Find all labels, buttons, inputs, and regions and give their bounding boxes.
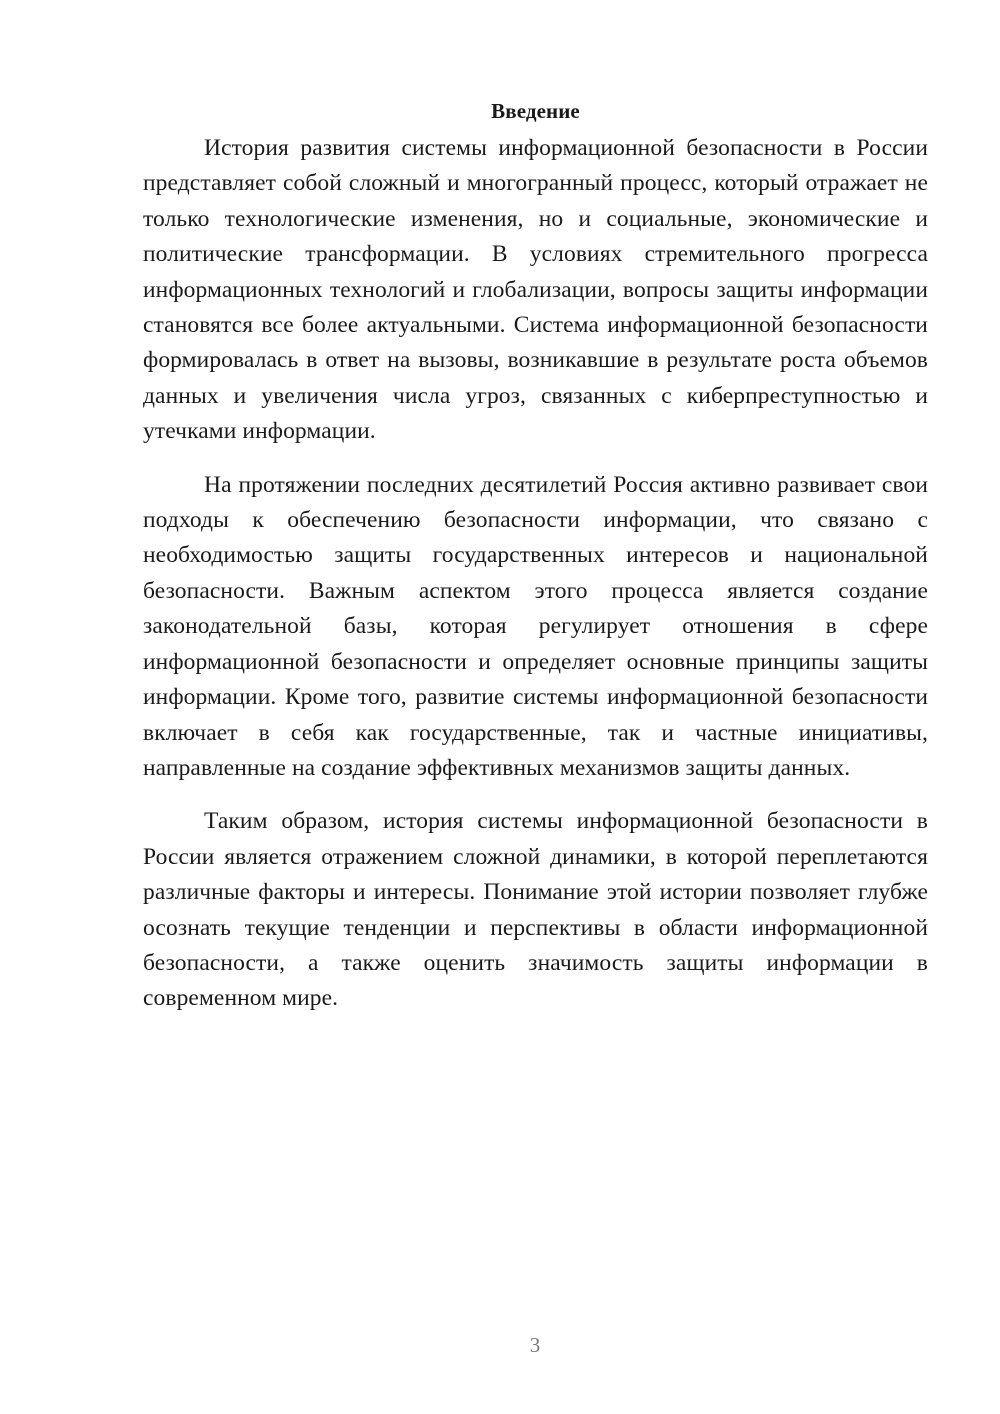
page-number: 3 xyxy=(529,1333,541,1357)
paragraph-1: История развития системы информационной безопасности в России представляет собой сложный и многогранный процесс, который отражает не только технологические изменения, но и социальные, экономические и политические трансформации. В условиях стремительного прогресса информационных технологий и глобализации, вопросы защиты информации становятся все более актуальными. Система информационной безопасности формировалась в ответ на вызовы, возникавшие в результате роста объемов данных и увеличения числа угроз, связанных с киберпреступностью и утечками информации. xyxy=(143,135,928,445)
paragraph-3: Таким образом, история системы информационной безопасности в России является отражением сложной динамики, в которой переплетаются различные факторы и интересы. Понимание этой истории позволяет глубже осознать текущие тенденции и перспективы в области информационной безопасности, а также оценить значимость защиты информации в современном мире. xyxy=(143,808,928,1012)
section-heading: Введение xyxy=(491,99,580,123)
paragraph-2: На протяжении последних десятилетий Россия активно развивает свои подходы к обеспечению безопасности информации, что связано с необходимостью защиты государственных интересов и национальной безопасности. Важным аспектом этого процесса является создание законодательной базы, которая регулирует отношения в сфере информационной безопасности и определяет основные принципы защиты информации. Кроме того, развитие системы информационной безопасности включает в себя как государственные, так и частные инициативы, направленные на создание эффективных механизмов защиты данных. xyxy=(143,471,928,781)
page-content xyxy=(143,96,928,1035)
